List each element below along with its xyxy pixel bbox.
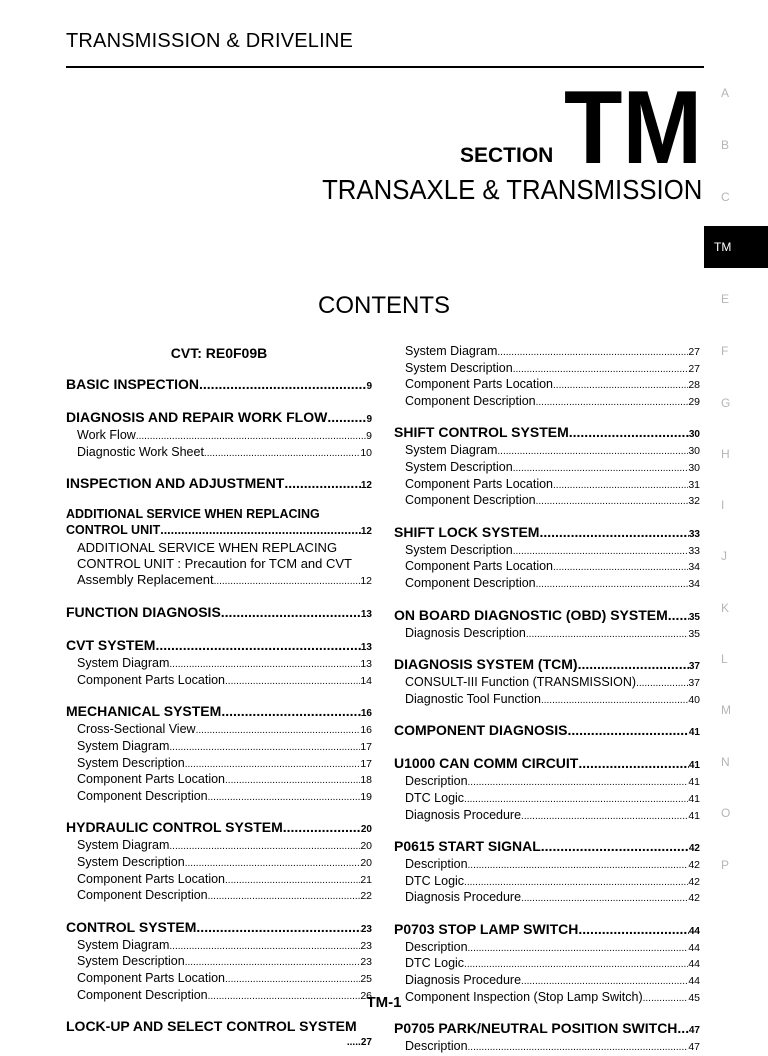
toc-subentry[interactable]: Component Description ..... 34 <box>394 576 700 593</box>
section-tab-i[interactable]: I <box>721 498 725 512</box>
section-tab-f[interactable]: F <box>721 344 729 358</box>
toc-left-column <box>66 344 372 1051</box>
toc-subentry[interactable]: DTC Logic ..... 41 <box>394 791 700 808</box>
section-tab-j[interactable]: J <box>721 549 727 563</box>
toc-subentry[interactable]: Diagnosis Procedure ..... 41 <box>394 808 700 825</box>
toc-entry[interactable]: CVT SYSTEM ..... 13 <box>66 637 372 656</box>
toc-subentry[interactable]: Description ..... 47 <box>394 1039 700 1056</box>
toc-entry[interactable]: U1000 CAN COMM CIRCUIT ..... 41 <box>394 755 700 774</box>
toc-subentry[interactable]: Component Description ..... 32 <box>394 493 700 510</box>
toc-entry[interactable]: BASIC INSPECTION ..... 9 <box>66 376 372 395</box>
toc-entry[interactable]: SHIFT LOCK SYSTEM ..... 33 <box>394 524 700 543</box>
toc-subentry[interactable]: System Diagram ..... 30 <box>394 443 700 460</box>
toc-subentry[interactable]: System Diagram ..... 17 <box>66 739 372 756</box>
toc-subentry[interactable]: System Description ..... 17 <box>66 756 372 773</box>
toc-subentry[interactable]: Diagnostic Work Sheet ..... 10 <box>66 445 372 462</box>
toc-subentry[interactable]: DTC Logic ..... 42 <box>394 874 700 891</box>
toc-entry[interactable]: FUNCTION DIAGNOSIS ..... 13 <box>66 604 372 623</box>
page-number: TM-1 <box>366 994 402 1011</box>
toc-subentry[interactable]: Component Parts Location ..... 34 <box>394 559 700 576</box>
toc-subentry[interactable]: Component Parts Location ..... 28 <box>394 377 700 394</box>
toc-entry[interactable]: CONTROL SYSTEM ..... 23 <box>66 919 372 938</box>
toc-right-column <box>394 344 700 1056</box>
section-tab-a[interactable]: A <box>721 86 730 100</box>
toc-subentry[interactable]: CONSULT-III Function (TRANSMISSION) ..... 37 <box>394 675 700 692</box>
section-tab-p[interactable]: P <box>721 858 730 872</box>
toc-subentry[interactable]: Work Flow ..... 9 <box>66 428 372 445</box>
section-code: TM <box>564 70 703 186</box>
section-tab-tm-active[interactable]: TM <box>704 226 768 268</box>
toc-subentry-precaution[interactable]: ADDITIONAL SERVICE WHEN REPLACING CONTROL UNIT : Precaution for TCM and CVT Assembly Replacement ..... 12 <box>66 540 372 590</box>
toc-subentry[interactable]: System Diagram ..... 27 <box>394 344 700 361</box>
section-word: SECTION <box>460 144 554 167</box>
cvt-model-heading: CVT: RE0F09B <box>170 345 268 361</box>
toc-subentry[interactable]: System Diagram ..... 13 <box>66 656 372 673</box>
toc-subentry[interactable]: Component Description ..... 19 <box>66 789 372 806</box>
toc-subentry[interactable]: System Description ..... 20 <box>66 855 372 872</box>
toc-subentry[interactable]: System Description ..... 27 <box>394 361 700 378</box>
running-head: TRANSMISSION & DRIVELINE <box>66 30 354 52</box>
toc-subentry[interactable]: Diagnostic Tool Function ..... 40 <box>394 692 700 709</box>
toc-subentry[interactable]: Description ..... 41 <box>394 774 700 791</box>
toc-subentry[interactable]: System Description ..... 23 <box>66 954 372 971</box>
toc-subentry[interactable]: Diagnosis Description ..... 35 <box>394 626 700 643</box>
section-tab-m[interactable]: M <box>721 703 731 717</box>
toc-entry[interactable]: P0705 PARK/NEUTRAL POSITION SWITCH ..... 47 <box>394 1020 700 1039</box>
toc-subentry[interactable]: Component Parts Location ..... 31 <box>394 477 700 494</box>
toc-entry[interactable]: INSPECTION AND ADJUSTMENT ..... 12 <box>66 475 372 494</box>
toc-subentry[interactable]: System Description ..... 33 <box>394 543 700 560</box>
toc-subentry[interactable]: Diagnosis Procedure ..... 44 <box>394 973 700 990</box>
toc-entry[interactable]: ON BOARD DIAGNOSTIC (OBD) SYSTEM ..... 35 <box>394 607 700 626</box>
toc-entry[interactable]: COMPONENT DIAGNOSIS ..... 41 <box>394 722 700 741</box>
section-tab-e[interactable]: E <box>721 292 730 306</box>
toc-entry-additional-service[interactable]: ADDITIONAL SERVICE WHEN REPLACING CONTROL UNIT ..... 12 <box>66 506 372 540</box>
section-tab-strip <box>704 0 768 1024</box>
section-tab-h[interactable]: H <box>721 447 730 461</box>
toc-subentry[interactable]: Component Inspection (Stop Lamp Switch) ..... 45 <box>394 990 700 1007</box>
toc-subentry[interactable]: System Diagram ..... 20 <box>66 838 372 855</box>
toc-entry[interactable]: DIAGNOSIS AND REPAIR WORK FLOW ..... 9 <box>66 409 372 428</box>
toc-subentry[interactable]: Description ..... 44 <box>394 940 700 957</box>
toc-subentry[interactable]: Cross-Sectional View ..... 16 <box>66 722 372 739</box>
toc-subentry[interactable]: Component Description ..... 22 <box>66 888 372 905</box>
toc-entry[interactable]: DIAGNOSIS SYSTEM (TCM) ..... 37 <box>394 656 700 675</box>
toc-subentry[interactable]: Component Description ..... 26 <box>66 988 372 1005</box>
toc-entry[interactable]: MECHANICAL SYSTEM ..... 16 <box>66 703 372 722</box>
toc-subentry[interactable]: DTC Logic ..... 44 <box>394 956 700 973</box>
toc-subentry[interactable]: Component Parts Location ..... 25 <box>66 971 372 988</box>
section-tab-b[interactable]: B <box>721 138 730 152</box>
section-tab-g[interactable]: G <box>721 396 731 410</box>
section-tab-k[interactable]: K <box>721 601 730 615</box>
toc-subentry[interactable]: Component Description ..... 29 <box>394 394 700 411</box>
toc-subentry[interactable]: System Description ..... 30 <box>394 460 700 477</box>
section-tab-c[interactable]: C <box>721 190 730 204</box>
toc-subentry[interactable]: Component Parts Location ..... 18 <box>66 772 372 789</box>
toc-subentry[interactable]: Component Parts Location ..... 14 <box>66 673 372 690</box>
toc-entry[interactable]: P0615 START SIGNAL ..... 42 <box>394 838 700 857</box>
contents-heading: CONTENTS <box>318 292 450 319</box>
toc-subentry[interactable]: System Diagram ..... 23 <box>66 938 372 955</box>
toc-entry[interactable]: HYDRAULIC CONTROL SYSTEM ..... 20 <box>66 819 372 838</box>
section-title: TRANSAXLE & TRANSMISSION <box>321 174 702 205</box>
header-rule <box>66 66 704 68</box>
toc-entry-lockup[interactable]: LOCK-UP AND SELECT CONTROL SYSTEM ..... 27 <box>66 1018 372 1051</box>
toc-entry[interactable]: P0703 STOP LAMP SWITCH ..... 44 <box>394 921 700 940</box>
toc-subentry[interactable]: Diagnosis Procedure ..... 42 <box>394 890 700 907</box>
section-tab-n[interactable]: N <box>721 755 730 769</box>
toc-subentry[interactable]: Component Parts Location ..... 21 <box>66 872 372 889</box>
toc-entry[interactable]: SHIFT CONTROL SYSTEM ..... 30 <box>394 424 700 443</box>
section-tab-o[interactable]: O <box>721 806 731 820</box>
toc-subentry[interactable]: Description ..... 42 <box>394 857 700 874</box>
section-tab-l[interactable]: L <box>721 652 728 666</box>
